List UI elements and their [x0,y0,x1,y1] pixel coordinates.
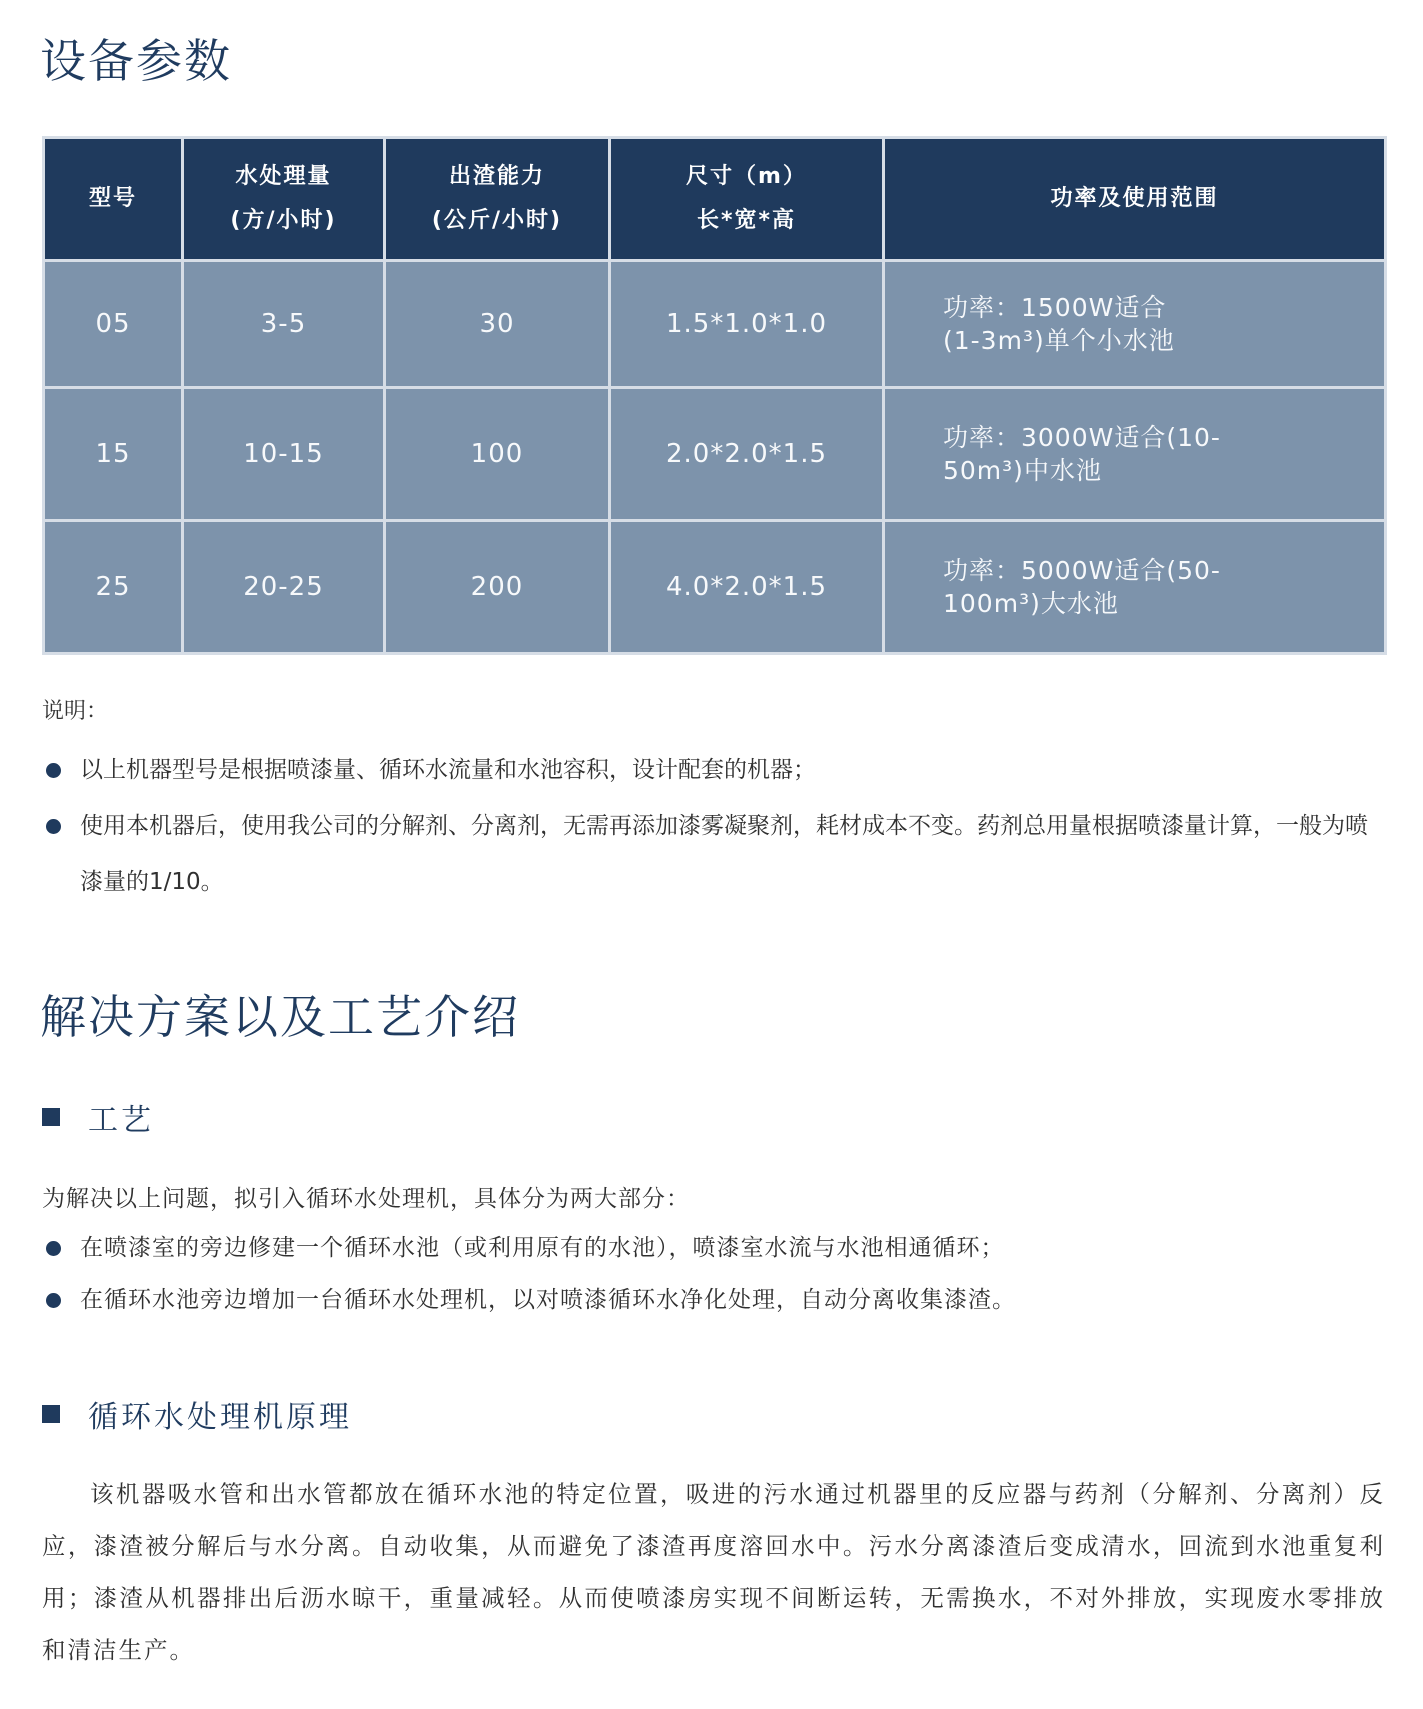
cell-size: 4.0*2.0*1.5 [610,521,884,654]
header-water-label: 水处理量 [235,164,332,189]
cell-power-line1: 功率：5000W适合(50- [943,556,1221,585]
table-row [44,261,1386,388]
header-slag-unit: (公斤/小时) [431,208,563,233]
cell-power-line1: 功率：1500W适合 [943,293,1167,322]
equipment-section-title: 设备参数 [40,34,232,88]
list-item [42,742,1387,798]
header-power-label: 功率及使用范围 [1050,186,1219,211]
cell-slag: 100 [385,388,610,521]
table-header-row [44,138,1386,261]
notes-title: 说明： [42,699,109,724]
bullet-dot-icon [46,819,61,834]
cell-power [884,521,1386,654]
header-slag-label: 出渣能力 [448,164,545,189]
process-heading [42,1103,154,1138]
principle-heading [42,1400,352,1435]
table-row [44,521,1386,654]
cell-power-line1: 功率：3000W适合(10- [943,423,1221,452]
cell-water: 20-25 [183,521,385,654]
cell-model: 05 [44,261,183,388]
note-text: 以上机器型号是根据喷漆量、循环水流量和水池容积，设计配套的机器； [80,757,816,783]
cell-power-line2: 50m³)中水池 [943,456,1102,485]
cell-power [884,388,1386,521]
note-text: 使用本机器后，使用我公司的分解剂、分离剂，无需再添加漆雾凝聚剂，耗材成本不变。药剂总用量根据喷漆量计算，一般为喷漆量的1/10。 [80,813,1368,895]
cell-water: 10-15 [183,388,385,521]
bullet-dot-icon [46,1293,61,1308]
header-model-label: 型号 [88,186,137,211]
header-size-label: 尺寸（m） [686,164,807,189]
bullet-dot-icon [46,763,61,778]
principle-heading-text: 循环水处理机原理 [88,1400,352,1435]
header-size-unit: 长*宽*高 [696,208,796,233]
header-size [610,138,884,261]
process-item-text: 在循环水池旁边增加一台循环水处理机，以对喷漆循环水净化处理，自动分离收集漆渣。 [80,1287,1016,1313]
cell-slag: 30 [385,261,610,388]
header-power [884,138,1386,261]
table-row [44,388,1386,521]
cell-model: 15 [44,388,183,521]
cell-power [884,261,1386,388]
cell-size: 2.0*2.0*1.5 [610,388,884,521]
cell-model: 25 [44,521,183,654]
cell-water: 3-5 [183,261,385,388]
list-item [42,798,1387,910]
cell-slag: 200 [385,521,610,654]
process-item-text: 在喷漆室的旁边修建一个循环水池（或利用原有的水池），喷漆室水流与水池相通循环； [80,1235,1005,1261]
header-water-capacity [183,138,385,261]
cell-power-line2: 100m³)大水池 [943,589,1119,618]
process-intro: 为解决以上问题，拟引入循环水处理机，具体分为两大部分： [42,1186,690,1212]
notes-list [42,742,1387,910]
cell-power-line2: (1-3m³)单个小水池 [943,326,1175,355]
header-slag-capacity [385,138,610,261]
list-item [42,1274,1387,1326]
spec-table [42,136,1387,655]
list-item [42,1222,1387,1274]
process-heading-text: 工艺 [88,1103,154,1138]
square-bullet-icon [42,1405,60,1423]
principle-paragraph: 该机器吸水管和出水管都放在循环水池的特定位置，吸进的污水通过机器里的反应器与药剂（分解剂、分离剂）反应，漆渣被分解后与水分离。自动收集，从而避免了漆渣再度溶回水中。污水分离漆渣后变成清水，回流到水池重复利用；漆渣从机器排出后沥水晾干，重量减轻。从而使喷漆房实现不间断运转，无需换水，不对外排放，实现废水零排放和清洁生产。 [42,1480,1385,1664]
cell-size: 1.5*1.0*1.0 [610,261,884,388]
header-water-unit: (方/小时) [230,208,337,233]
solution-section-title: 解决方案以及工艺介绍 [40,990,520,1044]
bullet-dot-icon [46,1241,61,1256]
header-model [44,138,183,261]
square-bullet-icon [42,1108,60,1126]
process-list [42,1222,1387,1326]
